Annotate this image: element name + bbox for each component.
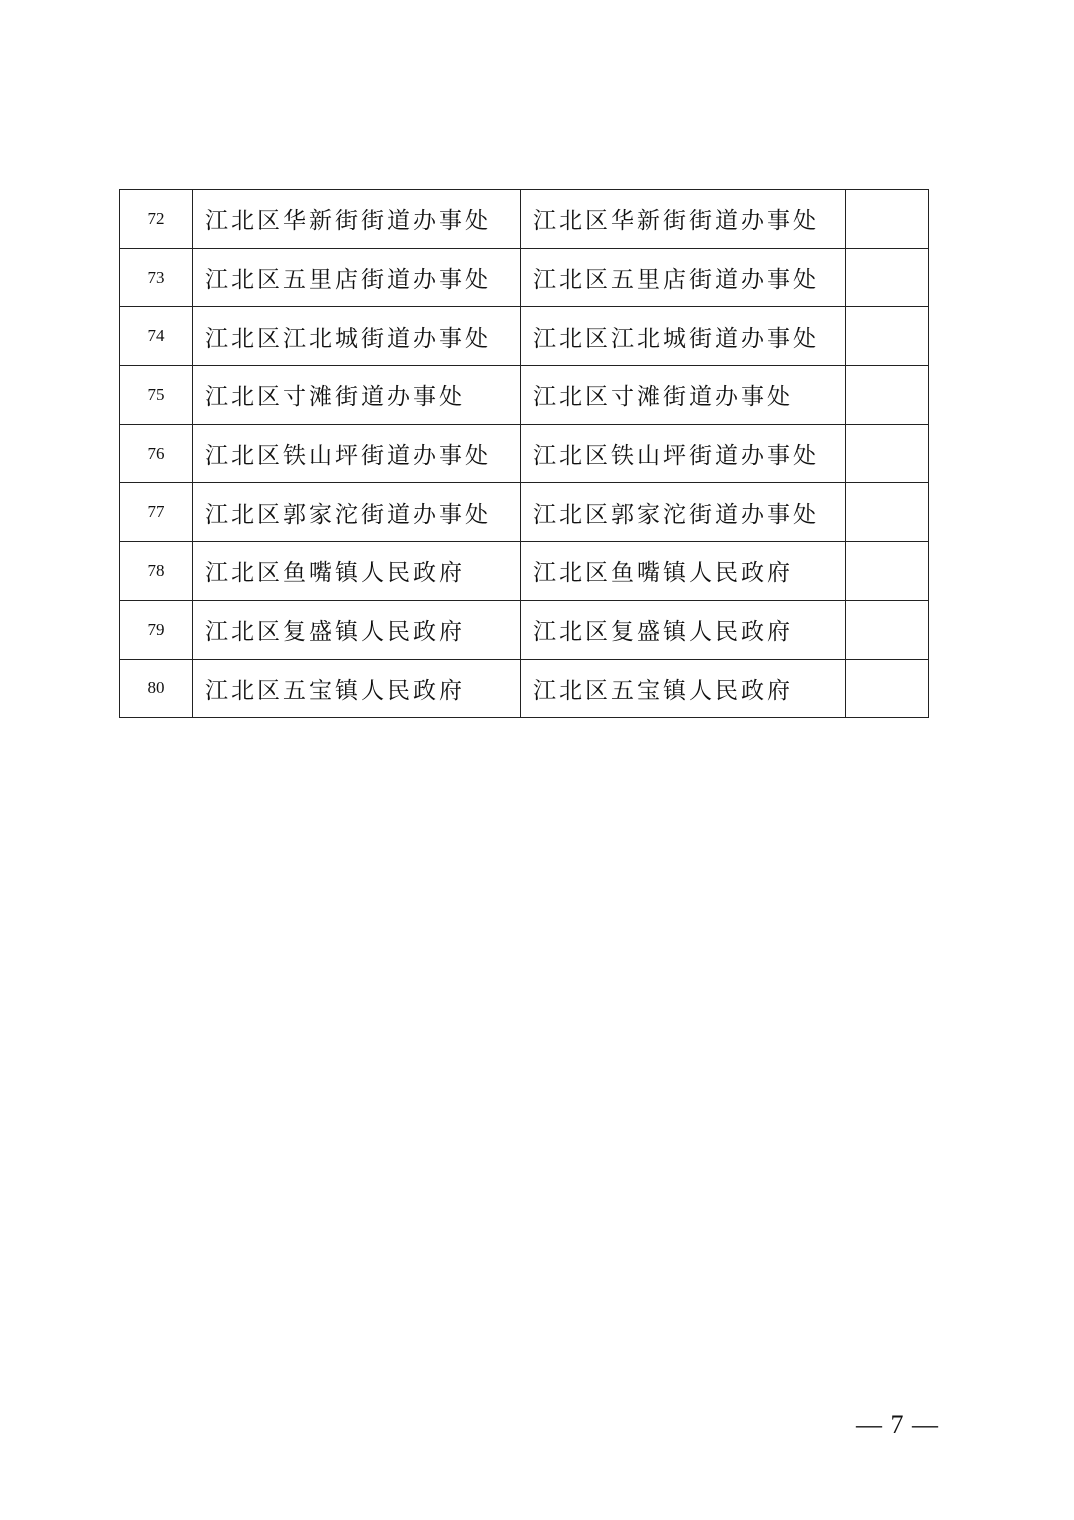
note-cell [846, 483, 929, 542]
row-number: 73 [120, 248, 193, 307]
unit-name-cell: 江北区郭家沱街道办事处 [193, 483, 521, 542]
table-row [120, 424, 929, 483]
unit-name-cell: 江北区寸滩街道办事处 [193, 366, 521, 425]
row-number: 72 [120, 190, 193, 249]
row-number: 78 [120, 542, 193, 601]
note-cell [846, 248, 929, 307]
row-number: 79 [120, 600, 193, 659]
entity-table [119, 189, 929, 718]
organization-cell: 江北区铁山坪街道办事处 [521, 424, 846, 483]
unit-name-cell: 江北区五里店街道办事处 [193, 248, 521, 307]
organization-cell: 江北区江北城街道办事处 [521, 307, 846, 366]
organization-cell: 江北区鱼嘴镇人民政府 [521, 542, 846, 601]
organization-cell: 江北区华新街街道办事处 [521, 190, 846, 249]
unit-name-cell: 江北区铁山坪街道办事处 [193, 424, 521, 483]
row-number: 74 [120, 307, 193, 366]
organization-cell: 江北区五宝镇人民政府 [521, 659, 846, 718]
table-row [120, 366, 929, 425]
unit-name-cell: 江北区五宝镇人民政府 [193, 659, 521, 718]
table-row [120, 542, 929, 601]
unit-name-cell: 江北区鱼嘴镇人民政府 [193, 542, 521, 601]
organization-cell: 江北区郭家沱街道办事处 [521, 483, 846, 542]
note-cell [846, 542, 929, 601]
table-row [120, 190, 929, 249]
row-number: 77 [120, 483, 193, 542]
unit-name-cell: 江北区江北城街道办事处 [193, 307, 521, 366]
note-cell [846, 190, 929, 249]
table-row [120, 307, 929, 366]
table-row [120, 483, 929, 542]
table-row [120, 248, 929, 307]
organization-cell: 江北区寸滩街道办事处 [521, 366, 846, 425]
note-cell [846, 307, 929, 366]
note-cell [846, 366, 929, 425]
note-cell [846, 659, 929, 718]
row-number: 76 [120, 424, 193, 483]
table-row [120, 659, 929, 718]
organization-cell: 江北区复盛镇人民政府 [521, 600, 846, 659]
row-number: 80 [120, 659, 193, 718]
page-number: — 7 — [856, 1410, 939, 1439]
organization-cell: 江北区五里店街道办事处 [521, 248, 846, 307]
note-cell [846, 600, 929, 659]
table-row [120, 600, 929, 659]
unit-name-cell: 江北区复盛镇人民政府 [193, 600, 521, 659]
unit-name-cell: 江北区华新街街道办事处 [193, 190, 521, 249]
row-number: 75 [120, 366, 193, 425]
note-cell [846, 424, 929, 483]
